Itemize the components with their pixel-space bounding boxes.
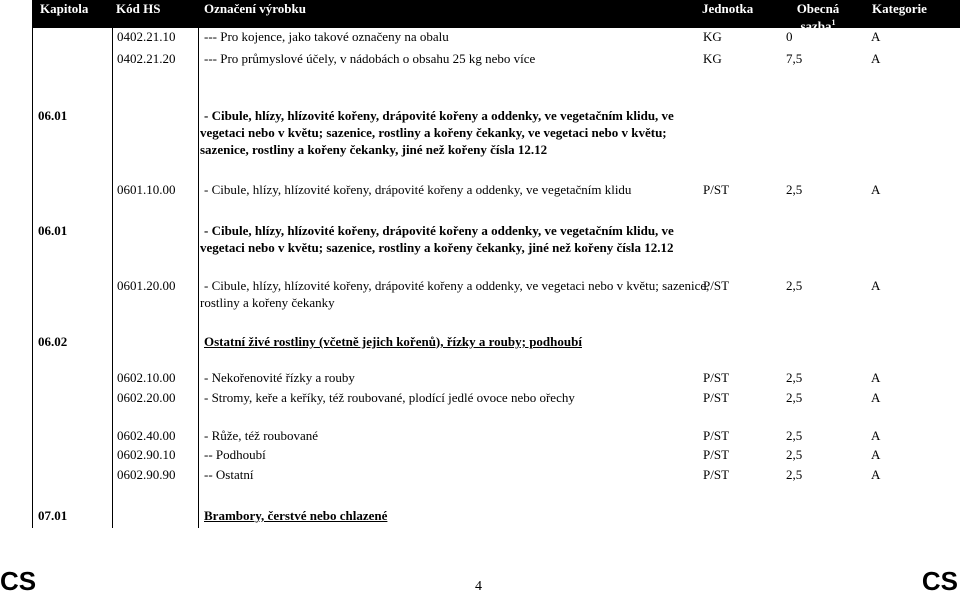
row-kategorie: A <box>871 447 881 462</box>
footer-page-number: 4 <box>475 579 482 594</box>
row-popis: --- Pro kojence, jako takové označeny na obalu <box>204 29 449 44</box>
row-popis: - Stromy, keře a keříky, též roubované, plodící jedlé ovoce nebo ořechy <box>204 390 575 405</box>
row-kategorie: A <box>871 278 881 293</box>
row-popis: -- Podhoubí <box>204 447 266 462</box>
row-kategorie: A <box>871 428 881 443</box>
row-jednotka: P/ST <box>703 447 730 462</box>
header-jednotka: Jednotka <box>702 1 754 16</box>
column-divider <box>32 28 33 528</box>
row-kod: 0601.20.00 <box>117 278 176 293</box>
header-obecna-sazba: Obecná sazba$^1$ <box>796 1 840 34</box>
row-kapitola: 07.01 <box>38 508 68 523</box>
row-sazba: 2,5 <box>786 467 803 482</box>
row-kod: 0602.20.00 <box>117 390 176 405</box>
row-popis: -- Ostatní <box>204 467 254 482</box>
row-popis: - Růže, též roubované <box>204 428 319 443</box>
row-popis: Brambory, čerstvé nebo chlazené <box>204 508 388 523</box>
row-kategorie: A <box>871 182 881 197</box>
row-popis-line: - Cibule, hlízy, hlízovité kořeny, drápovité kořeny a oddenky, ve vegetaci nebo v květu; sazenice, <box>204 278 710 293</box>
row-kod: 0602.40.00 <box>117 428 176 443</box>
row-kapitola: 06.01 <box>38 223 68 238</box>
header-oznaceni: Označení výrobku <box>204 1 306 16</box>
row-kapitola: 06.02 <box>38 334 68 349</box>
footer-language-left: CS <box>0 566 37 596</box>
row-sazba: 2,5 <box>786 370 803 385</box>
row-jednotka: P/ST <box>703 467 730 482</box>
row-popis: - Nekořenovité řízky a rouby <box>204 370 355 385</box>
row-popis-line: vegetaci nebo v květu; sazenice, rostliny a kořeny čekanky, jiné než kořeny čísla 12.12 <box>200 240 674 255</box>
row-kod: 0402.21.20 <box>117 51 176 66</box>
row-kod: 0602.90.10 <box>117 447 176 462</box>
row-sazba: 0 <box>786 29 793 44</box>
row-kategorie: A <box>871 29 881 44</box>
row-kod: 0602.90.90 <box>117 467 176 482</box>
header-kod-hs: Kód HS <box>116 1 161 16</box>
row-popis: - Cibule, hlízy, hlízovité kořeny, drápovité kořeny a oddenky, ve vegetačním klidu <box>204 182 632 197</box>
row-sazba: 7,5 <box>786 51 803 66</box>
row-jednotka: P/ST <box>703 390 730 405</box>
row-jednotka: P/ST <box>703 370 730 385</box>
row-jednotka: P/ST <box>703 182 730 197</box>
row-popis-line: rostliny a kořeny čekanky <box>200 295 335 310</box>
row-kategorie: A <box>871 370 881 385</box>
row-jednotka: KG <box>703 29 722 44</box>
row-popis-line: vegetaci nebo v květu; sazenice, rostliny a kořeny čekanky, ve vegetaci nebo v květu; <box>200 125 667 140</box>
row-sazba: 2,5 <box>786 428 803 443</box>
row-jednotka: P/ST <box>703 278 730 293</box>
header-kategorie: Kategorie <box>872 1 927 16</box>
footer-language-right: CS <box>921 566 958 596</box>
table-header <box>32 0 960 34</box>
column-divider <box>112 28 113 528</box>
row-sazba: 2,5 <box>786 182 803 197</box>
row-kategorie: A <box>871 390 881 405</box>
row-kod: 0402.21.10 <box>117 29 176 44</box>
row-popis-line: - Cibule, hlízy, hlízovité kořeny, drápovité kořeny a oddenky, ve vegetačním klidu, ve <box>204 223 674 238</box>
row-sazba: 2,5 <box>786 278 803 293</box>
row-sazba: 2,5 <box>786 390 803 405</box>
row-kategorie: A <box>871 51 881 66</box>
row-jednotka: KG <box>703 51 722 66</box>
row-popis: Ostatní živé rostliny (včetně jejich kořenů), řízky a rouby; podhoubí <box>204 334 582 349</box>
row-kod: 0601.10.00 <box>117 182 176 197</box>
row-sazba: 2,5 <box>786 447 803 462</box>
header-kapitola: Kapitola <box>40 1 89 16</box>
row-kategorie: A <box>871 467 881 482</box>
row-kapitola: 06.01 <box>38 108 68 123</box>
row-kod: 0602.10.00 <box>117 370 176 385</box>
column-divider <box>198 28 199 528</box>
row-popis: --- Pro průmyslové účely, v nádobách o obsahu 25 kg nebo více <box>204 51 536 66</box>
row-popis-line: sazenice, rostliny a kořeny čekanky, jiné než kořeny čísla 12.12 <box>200 142 548 157</box>
row-popis-line: - Cibule, hlízy, hlízovité kořeny, drápovité kořeny a oddenky, ve vegetačním klidu, ve <box>204 108 674 123</box>
row-jednotka: P/ST <box>703 428 730 443</box>
